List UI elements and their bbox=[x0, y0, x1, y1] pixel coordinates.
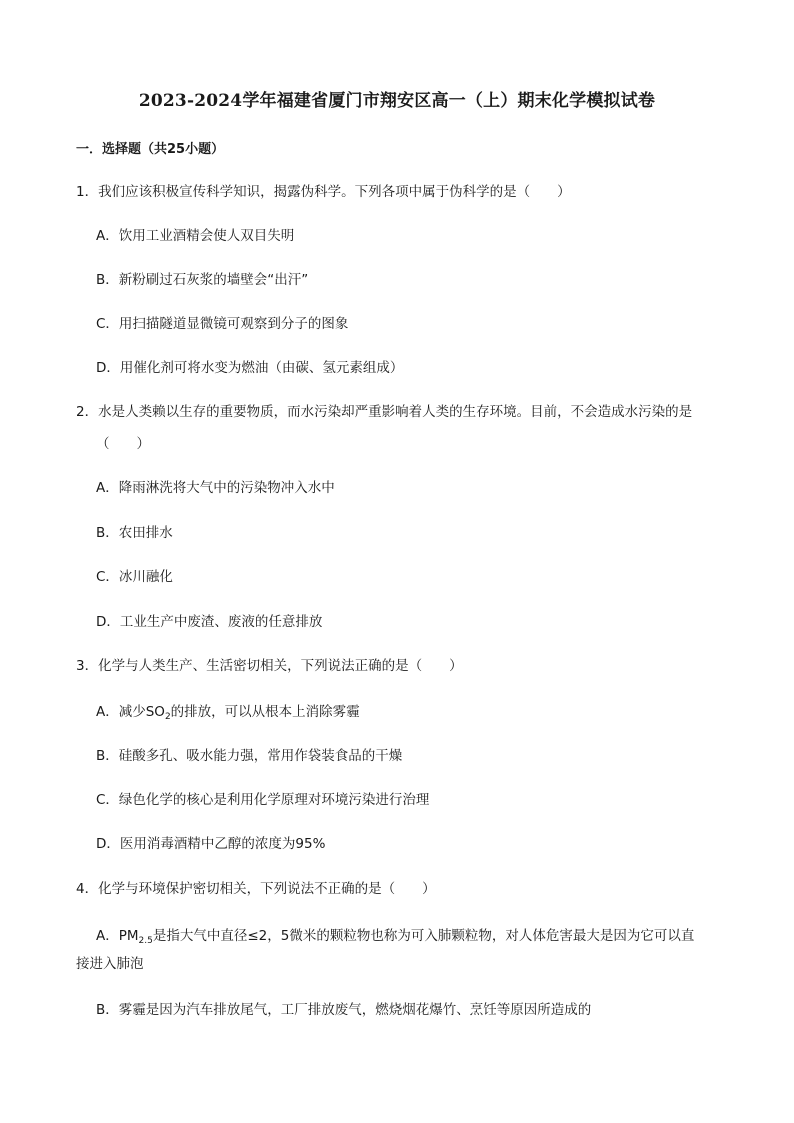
question-1-stem: 1．我们应该积极宣传科学知识，揭露伪科学。下列各项中属于伪科学的是（ ） bbox=[76, 184, 571, 200]
question-2-option-a[interactable]: A．降雨淋洗将大气中的污染物冲入水中 bbox=[96, 480, 335, 496]
question-3-option-b[interactable]: B．硅酸多孔、吸水能力强，常用作袋装食品的干燥 bbox=[96, 748, 403, 764]
question-1-option-b[interactable]: B．新粉刷过石灰浆的墙壁会“出汗” bbox=[96, 272, 309, 288]
subscript: 2 bbox=[164, 712, 171, 722]
question-2-option-d[interactable]: D．工业生产中废渣、废液的任意排放 bbox=[96, 614, 323, 630]
question-1-option-a[interactable]: A．饮用工业酒精会使人双目失明 bbox=[96, 228, 295, 244]
option-text: A．减少SO bbox=[96, 704, 165, 720]
page-title: 2023-2024学年福建省厦门市翔安区高一（上）期末化学模拟试卷 bbox=[138, 91, 656, 111]
question-3-option-a[interactable] bbox=[96, 702, 360, 722]
question-2-option-b[interactable]: B．农田排水 bbox=[96, 525, 173, 541]
question-2-stem: 2．水是人类赖以生存的重要物质，而水污染却严重影响着人类的生存环境。目前，不会造成水污染的是 bbox=[76, 404, 693, 420]
question-4-option-b[interactable]: B．雾霾是因为汽车排放尾气，工厂排放废气，燃烧烟花爆竹、烹饪等原因所造成的 bbox=[96, 1002, 592, 1018]
option-text: 是指大气中直径≤2，5微米的颗粒物也称为可入肺颗粒物，对人体危害最大是因为它可以直 bbox=[152, 928, 695, 944]
question-1-option-d[interactable]: D．用催化剂可将水变为燃油（由碳、氢元素组成） bbox=[96, 360, 404, 376]
question-4-option-a[interactable] bbox=[96, 926, 694, 946]
question-2-stem-continued: （ ） bbox=[96, 436, 150, 452]
question-3-stem: 3．化学与人类生产、生活密切相关，下列说法正确的是（ ） bbox=[76, 658, 463, 674]
question-4-option-a-continued: 接进入肺泡 bbox=[76, 956, 144, 972]
question-3-option-d[interactable]: D．医用消毒酒精中乙醇的浓度为95% bbox=[96, 836, 326, 852]
question-3-option-c[interactable]: C．绿色化学的核心是利用化学原理对环境污染进行治理 bbox=[96, 792, 430, 808]
option-text: 的排放，可以从根本上消除雾霾 bbox=[170, 704, 360, 720]
section-heading: 一．选择题（共25小题） bbox=[76, 142, 225, 157]
question-4-stem: 4．化学与环境保护密切相关，下列说法不正确的是（ ） bbox=[76, 881, 436, 897]
question-1-option-c[interactable]: C．用扫描隧道显微镜可观察到分子的图象 bbox=[96, 316, 349, 332]
option-text: A．PM bbox=[96, 928, 139, 944]
question-2-option-c[interactable]: C．冰川融化 bbox=[96, 569, 173, 585]
subscript: 2.5 bbox=[138, 936, 153, 946]
